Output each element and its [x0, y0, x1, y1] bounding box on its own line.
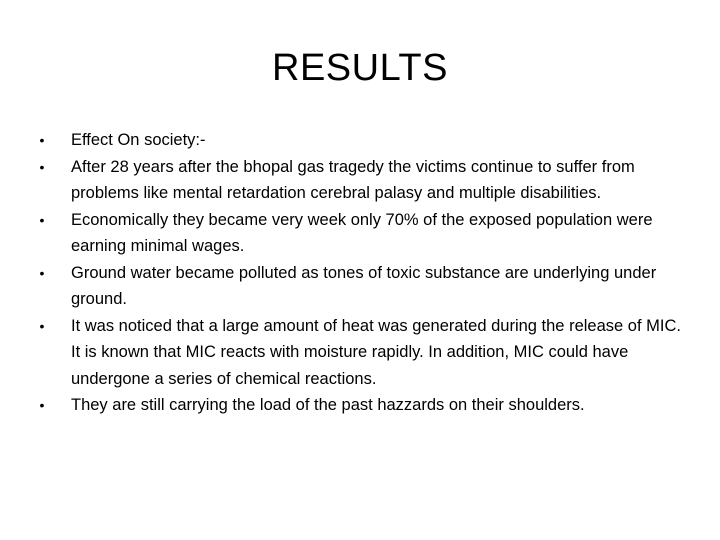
- bullet-text: It was noticed that a large amount of heat was generated during the release of MIC. It is known that MIC reacts with moisture rapidly. In addition, MIC could have undergone a series of chemical reactions.: [71, 316, 681, 388]
- slide-title: RESULTS: [272, 47, 448, 89]
- bullet-text: Economically they became very week only 70% of the exposed population were earning minimal wages.: [71, 210, 653, 255]
- bullet-text: After 28 years after the bhopal gas tragedy the victims continue to suffer from problems like mental retardation cerebral palasy and multiple disabilities.: [71, 157, 635, 202]
- bullet-item-ground-water: [36, 260, 686, 313]
- bullet-item-mic-reaction: [36, 313, 686, 393]
- bullet-dot-icon: •: [39, 132, 45, 148]
- bullet-text: Effect On society:-: [71, 131, 206, 149]
- bullet-text: They are still carrying the load of the past hazzards on their shoulders.: [71, 396, 585, 414]
- bullet-dot-icon: •: [39, 317, 45, 334]
- bullet-dot-icon: •: [39, 211, 45, 228]
- bullet-item-victims-suffering: [36, 154, 686, 207]
- bullet-dot-icon: •: [39, 397, 45, 413]
- bullet-list: [36, 127, 686, 419]
- bullet-item-effect-on-society: [36, 127, 686, 154]
- bullet-item-past-hazards: [36, 392, 686, 419]
- bullet-dot-icon: •: [39, 158, 45, 175]
- bullet-item-economic-effect: [36, 207, 686, 260]
- bullet-text: Ground water became polluted as tones of toxic substance are underlying under ground.: [71, 263, 657, 308]
- bullet-dot-icon: •: [39, 264, 45, 281]
